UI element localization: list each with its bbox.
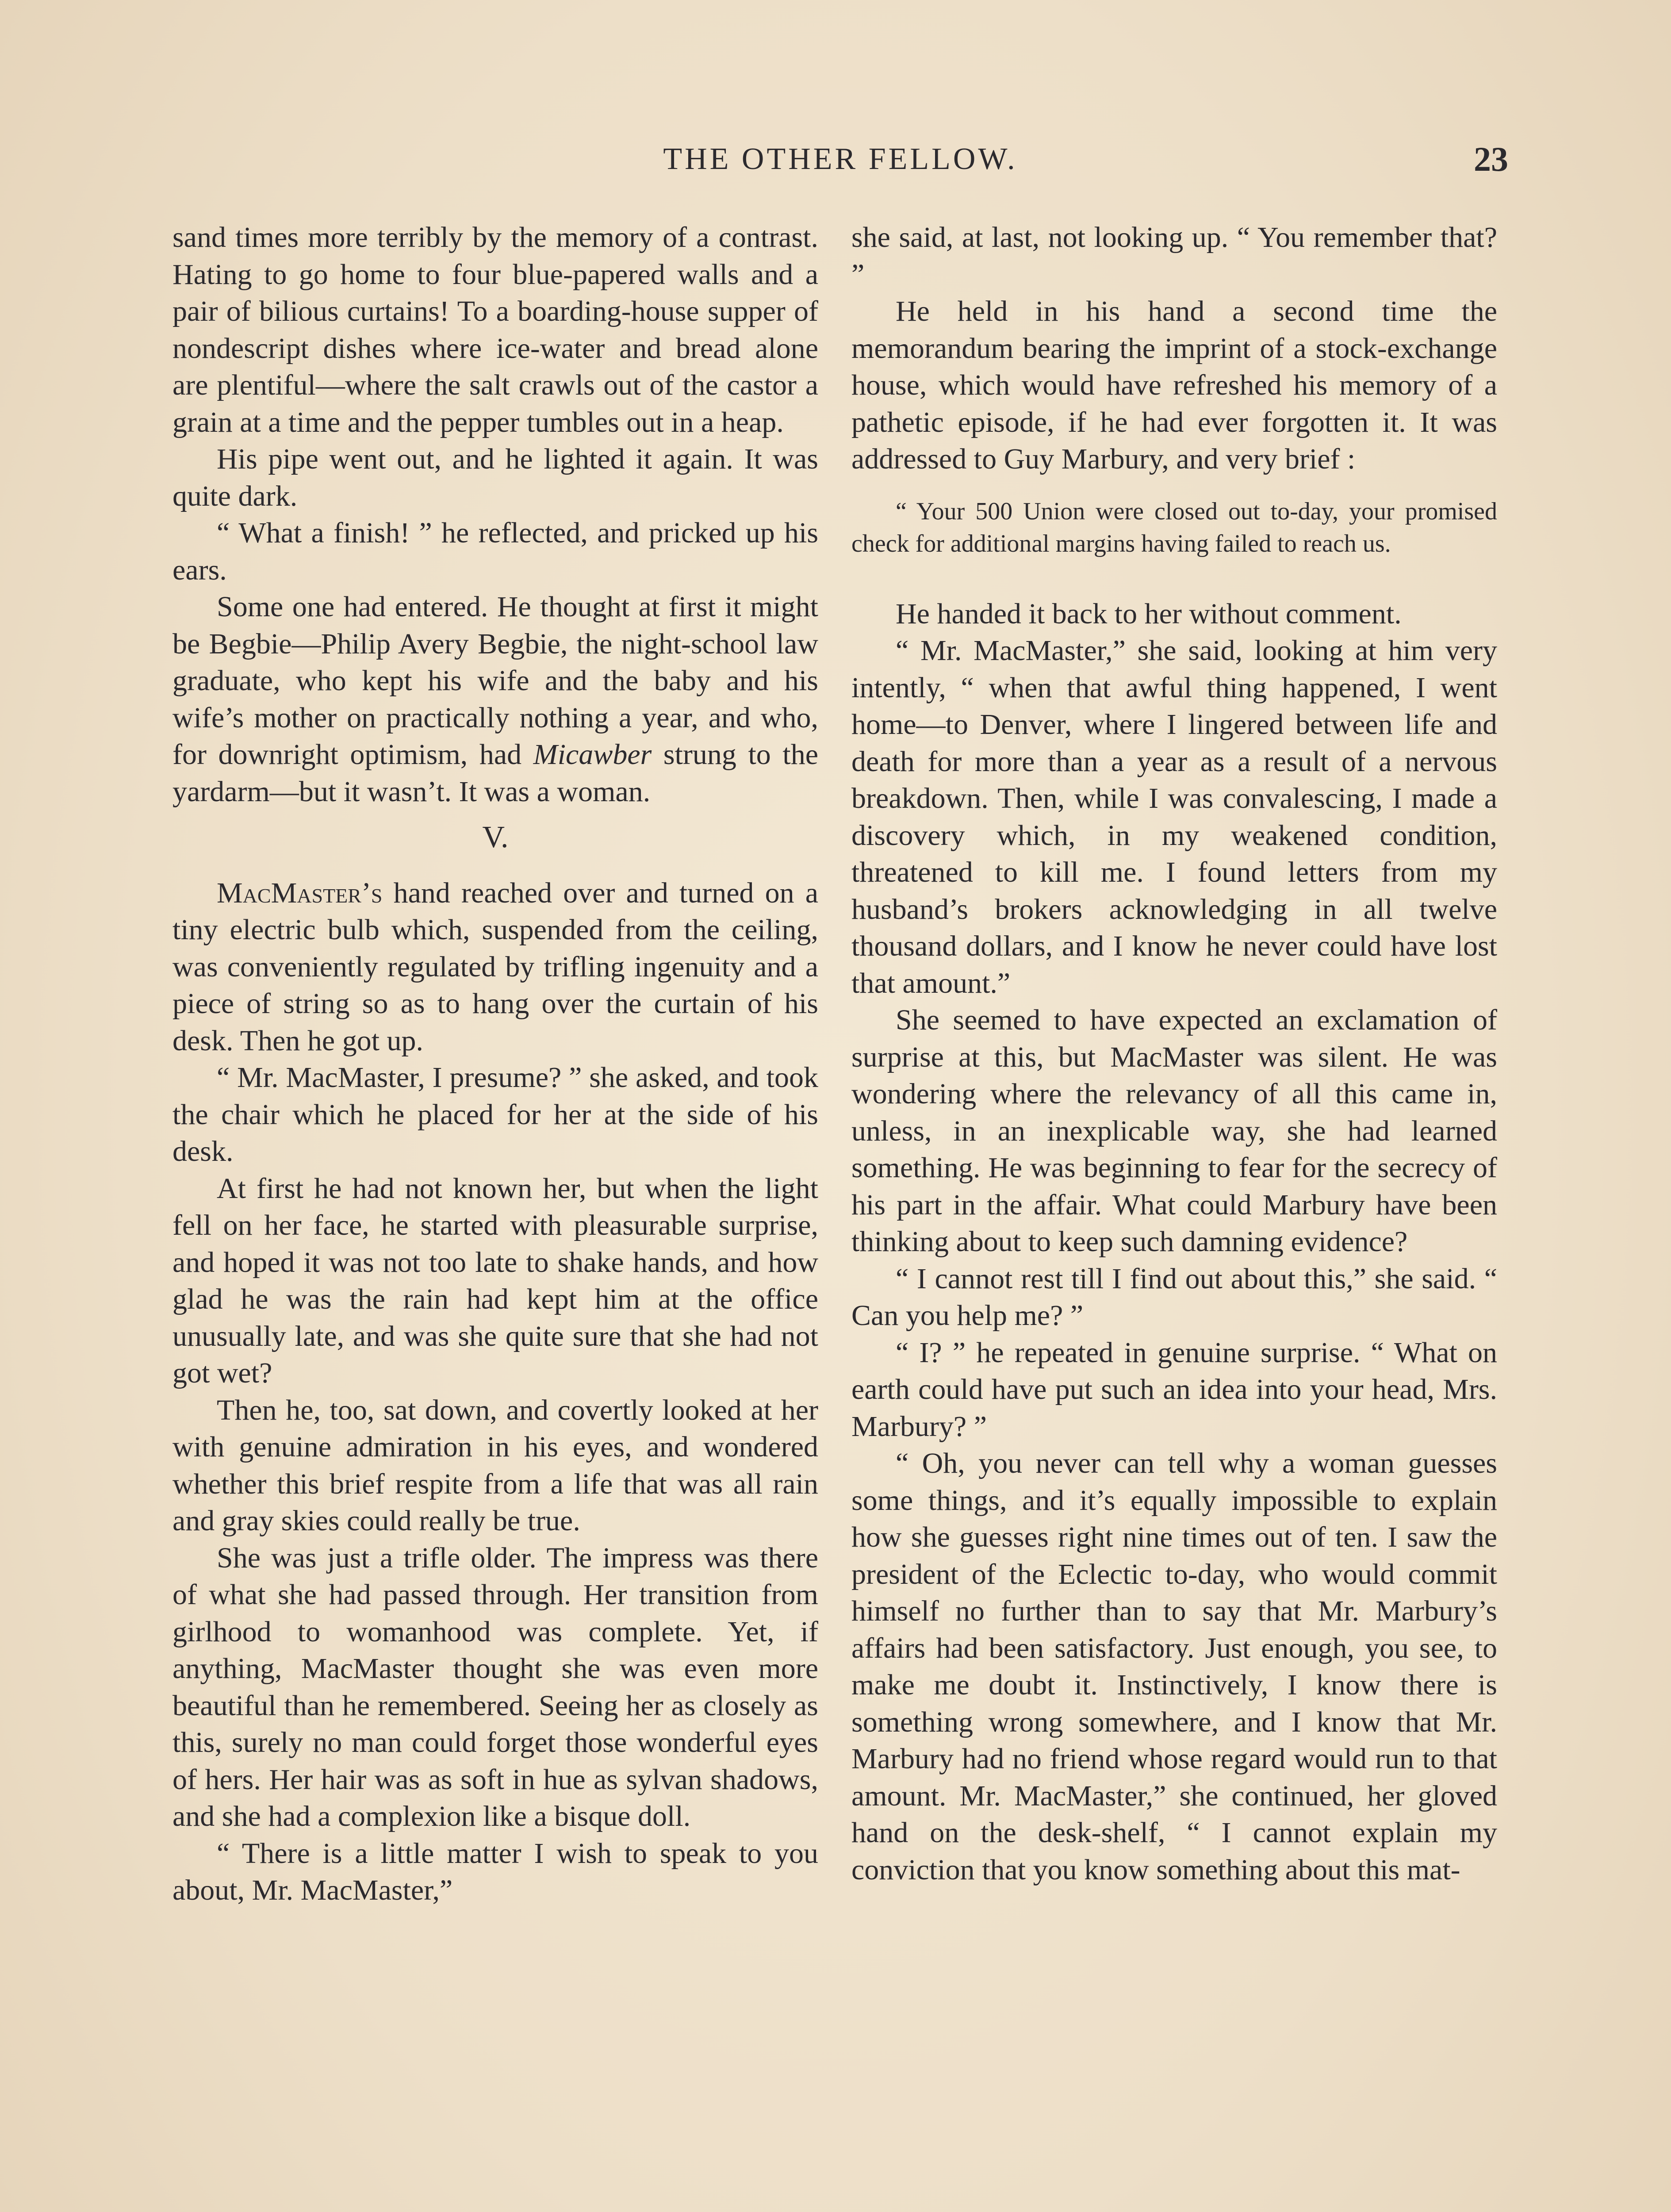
text-span: strung to the yardarm—but it wasn’t. It was a woman. xyxy=(172,738,819,808)
running-head: THE OTHER FELLOW. xyxy=(663,142,1018,176)
left-column xyxy=(172,219,818,1909)
page-number: 23 xyxy=(1474,140,1508,178)
paragraph: She was just a trifle older. The impress was there of what she had passed through. Her transition from girlhood to womanhood was complete. Yet, if anything, MacMaster thought she was even more beautiful than he remembered. Seeing her as closely as this, surely no man could forget those wonderful eyes of hers. Her hair was as soft in hue as sylvan shadows, and she had a complexion like a bisque doll. xyxy=(172,1541,818,1832)
italic-name: Micawber xyxy=(533,738,652,771)
paragraph: sand times more terribly by the memory of a contrast. Hating to go home to four blue-papered walls and a pair of bilious curtains! To a boarding-house supper of nondescript dishes where ice-water and bread alone are plentiful—where the salt crawls out of the castor a grain at a time and the pepper tumbles out in a heap. xyxy=(172,221,818,438)
paragraph: “ I? ” he repeated in genuine surprise. “ What on earth could have put such an idea into your head, Mrs. Marbury? ” xyxy=(851,1336,1497,1443)
small-caps-name: MacMaster’s xyxy=(217,876,383,909)
paragraph: His pipe went out, and he lighted it again. It was quite dark. xyxy=(172,443,818,512)
paragraph: “ Oh, you never can tell why a woman guesses some things, and it’s equally impossible to explain how she guesses right nine times out of ten. I saw the president of the Eclectic to-day, who would commit himself no further than to say that Mr. Marbury’s affairs had been satisfactory. Just enough, you see, to make me doubt it. Instinctively, I know there is something wrong somewhere, and I know that Mr. Marbury had no friend whose regard would run to that amount. Mr. MacMaster,” she continued, her gloved hand on the desk-shelf, “ I cannot explain my conviction that you know something about this mat- xyxy=(851,1447,1497,1886)
paragraph: “ Mr. MacMaster, I presume? ” she asked, and took the chair which he placed for her at the side of his desk. xyxy=(172,1061,818,1167)
paragraph: “ There is a little matter I wish to speak to you about, Mr. MacMaster,” xyxy=(172,1837,818,1906)
right-column xyxy=(851,219,1497,1888)
paragraph xyxy=(172,875,818,1060)
paragraph: “ I cannot rest till I find out about this,” she said. “ Can you help me? ” xyxy=(851,1262,1497,1332)
paragraph: He held in his hand a second time the memorandum bearing the imprint of a stock-exchange house, which would have refreshed his memory of a pathetic episode, if he had ever forgotten it. It was addressed to Guy Marbury, and very brief : xyxy=(851,295,1497,475)
section-heading: V. xyxy=(482,820,509,854)
paragraph: At first he had not known her, but when the light fell on her face, he started with pleasurable surprise, and hoped it was not too late to shake hands, and how glad he was the rain had kept him at the office unusually late, and was she quite sure that she had not got wet? xyxy=(172,1172,818,1389)
paragraph xyxy=(172,588,818,810)
text-span: Some one had entered. He thought at first it might be Begbie—Philip Avery Begbie, the night-school law graduate, who kept his wife and the baby and his wife’s mother on practically nothing a year, and who, for downright optimism, had xyxy=(172,591,818,771)
paragraph: She seemed to have expected an exclamation of surprise at this, but MacMaster was silent. He was wondering where the relevancy of all this came in, unless, in an inexplicable way, she had learned something. He was beginning to fear for the secrecy of his part in the affair. What could Marbury have been thinking about to keep such damning evidence? xyxy=(851,1004,1497,1258)
paragraph: He handed it back to her without comment. xyxy=(896,597,1402,630)
quoted-telegram: “ Your 500 Union were closed out to-day, your promised check for additional margins having failed to reach us. xyxy=(851,497,1497,557)
paragraph: she said, at last, not looking up. “ You remember that? ” xyxy=(851,221,1497,291)
paragraph: “ What a finish! ” he reflected, and pricked up his ears. xyxy=(172,517,818,586)
paragraph: “ Mr. MacMaster,” she said, looking at him very intently, “ when that awful thing happened, I went home—to Denver, where I lingered between life and death for more than a year as a result of a nervous breakdown. Then, while I was convalescing, I made a discovery which, in my weakened condition, threatened to kill me. I found letters from my husband’s brokers acknowledging in all twelve thousand dollars, and I know he never could have lost that amount.” xyxy=(851,634,1497,999)
paragraph: Then he, too, sat down, and covertly looked at her with genuine admiration in his eyes, and wondered whether this brief respite from a life that was all rain and gray skies could really be true. xyxy=(172,1394,818,1537)
page-header xyxy=(172,133,1508,186)
text-span: hand reached over and turned on a tiny electric bulb which, suspended from the ceiling, was conveniently regulated by trifling ingenuity and a piece of string so as to hang over the curtain of his desk. Then he got up. xyxy=(172,876,818,1057)
